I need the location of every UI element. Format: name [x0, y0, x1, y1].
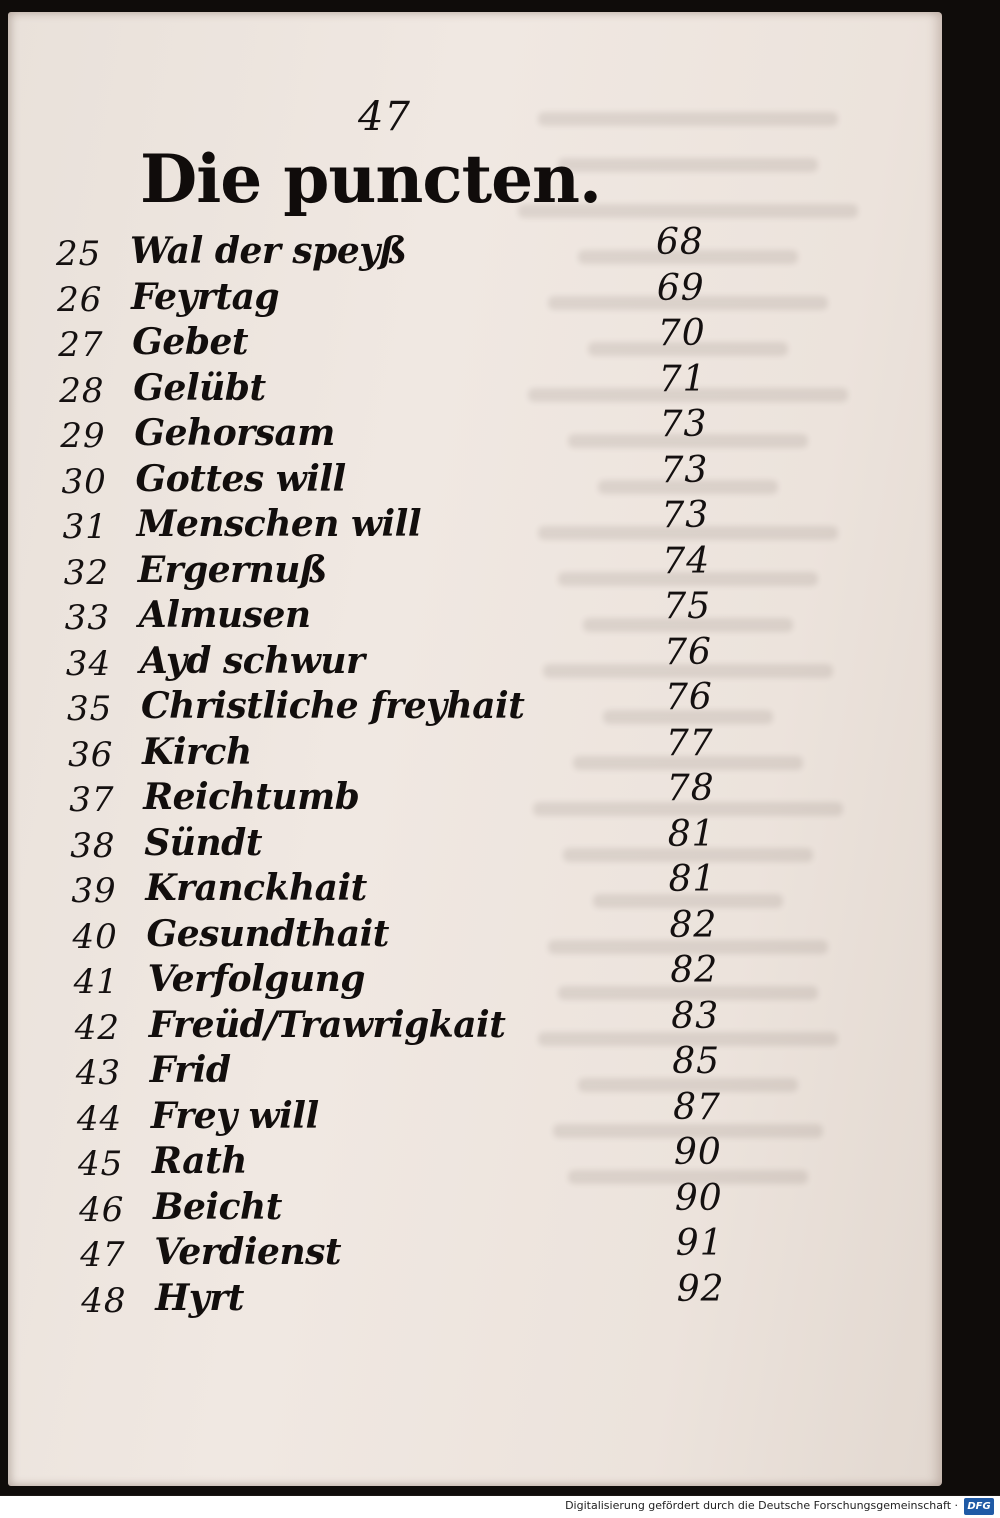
toc-entry [8, 722, 908, 781]
page-number: 47 [358, 94, 411, 140]
footer-bar [0, 1496, 1000, 1518]
toc-entry [8, 859, 908, 917]
toc-entry [8, 267, 908, 326]
entry-label: Verfolgung [147, 958, 365, 1000]
toc-entry [8, 1086, 908, 1145]
entry-label: Kranckhait [145, 867, 367, 909]
toc-entry [8, 1041, 908, 1099]
entry-label: Reichtumb [143, 776, 360, 818]
entry-page: 69 [656, 267, 705, 309]
entry-number: 40 [72, 916, 118, 957]
toc-entry [8, 813, 908, 872]
entry-page: 68 [656, 222, 704, 263]
toc-entry [8, 586, 908, 644]
entry-number: 42 [74, 1007, 120, 1048]
entry-number: 31 [62, 507, 108, 547]
toc-entry [8, 677, 908, 735]
entry-number: 26 [57, 279, 103, 320]
entry-number: 32 [63, 552, 109, 593]
entry-page: 91 [675, 1223, 724, 1264]
toc-entry [8, 1223, 908, 1281]
entry-number: 39 [71, 871, 117, 911]
funding-credit: Digitalisierung gefördert durch die Deutsche Forschungsgemeinschaft · [565, 1499, 958, 1512]
entry-number: 41 [73, 962, 119, 1002]
entry-label: Gehorsam [134, 412, 335, 454]
entry-label: Gebet [132, 321, 249, 363]
toc-entry [8, 904, 908, 963]
entry-label: Freüd/Trawrigkait [148, 1003, 506, 1046]
page-title: Die puncten. [140, 140, 602, 218]
entry-page: 82 [669, 904, 718, 946]
entry-page: 82 [670, 950, 719, 991]
toc-entry [8, 631, 908, 690]
entry-label: Gesundthait [146, 912, 389, 955]
entry-label: Frey will [150, 1094, 319, 1137]
entry-number: 28 [59, 370, 105, 411]
entry-page: 85 [672, 1041, 720, 1082]
entry-number: 33 [64, 598, 111, 638]
entry-page: 77 [665, 722, 714, 764]
entry-page: 73 [661, 495, 710, 536]
entry-number: 46 [79, 1189, 125, 1230]
entry-page: 70 [657, 313, 706, 354]
entry-number: 38 [70, 825, 116, 866]
entry-number: 47 [80, 1235, 126, 1275]
toc-entry [8, 1177, 908, 1236]
entry-number: 25 [56, 234, 102, 274]
book-page [8, 12, 942, 1486]
toc-entry [8, 1132, 908, 1190]
entry-number: 29 [60, 416, 106, 456]
entry-page: 71 [658, 358, 707, 400]
entry-page: 87 [673, 1086, 721, 1128]
entry-label: Ergernuß [137, 548, 327, 591]
entry-number: 34 [65, 643, 112, 684]
entry-number: 48 [81, 1280, 127, 1321]
entry-page: 90 [674, 1177, 723, 1219]
entry-label: Almusen [138, 594, 311, 636]
toc-entry [8, 222, 908, 280]
entry-page: 83 [671, 995, 720, 1037]
toc-entry [8, 313, 908, 371]
toc-entry [8, 495, 908, 553]
entry-label: Sündt [144, 821, 262, 864]
entry-label: Wal der speyß [130, 230, 407, 272]
entry-number: 30 [61, 461, 107, 502]
entry-label: Verdienst [154, 1231, 342, 1273]
entry-number: 35 [67, 689, 113, 729]
entry-label: Feyrtag [131, 275, 280, 318]
toc-entry [8, 358, 908, 417]
entry-page: 75 [663, 586, 711, 627]
entry-page: 74 [662, 540, 711, 582]
entry-label: Menschen will [136, 503, 422, 545]
entry-page: 92 [676, 1268, 725, 1310]
entry-page: 76 [665, 677, 713, 718]
entry-page: 73 [659, 404, 708, 445]
entry-page: 76 [664, 631, 712, 673]
toc-entry [8, 1268, 908, 1327]
entry-number: 37 [69, 780, 115, 820]
toc-entry [8, 995, 908, 1054]
ghost-line [538, 112, 838, 126]
entry-page: 78 [666, 768, 715, 809]
entry-label: Hyrt [155, 1276, 244, 1319]
entry-page: 81 [668, 859, 717, 900]
entry-number: 43 [75, 1053, 122, 1093]
entry-page: 73 [660, 449, 709, 491]
entry-number: 44 [76, 1098, 123, 1139]
entry-number: 45 [78, 1144, 124, 1184]
toc-entry [8, 540, 908, 599]
dfg-logo: DFG [964, 1498, 994, 1515]
entry-label: Beicht [153, 1185, 282, 1228]
entry-number: 36 [68, 734, 114, 775]
entry-label: Gelübt [133, 366, 266, 409]
entry-page: 90 [674, 1132, 722, 1173]
entry-label: Kirch [142, 730, 252, 773]
toc-entry [8, 449, 908, 508]
toc-entry [8, 950, 908, 1008]
entry-label: Rath [152, 1140, 247, 1182]
entry-label: Ayd schwur [139, 639, 365, 682]
entry-label: Christliche freyhait [141, 685, 525, 727]
toc-entry [8, 404, 908, 462]
entry-page: 81 [667, 813, 716, 855]
entry-label: Gottes will [135, 457, 346, 500]
entry-label: Frid [149, 1049, 231, 1091]
entry-number: 27 [58, 325, 104, 365]
toc-entry [8, 768, 908, 826]
